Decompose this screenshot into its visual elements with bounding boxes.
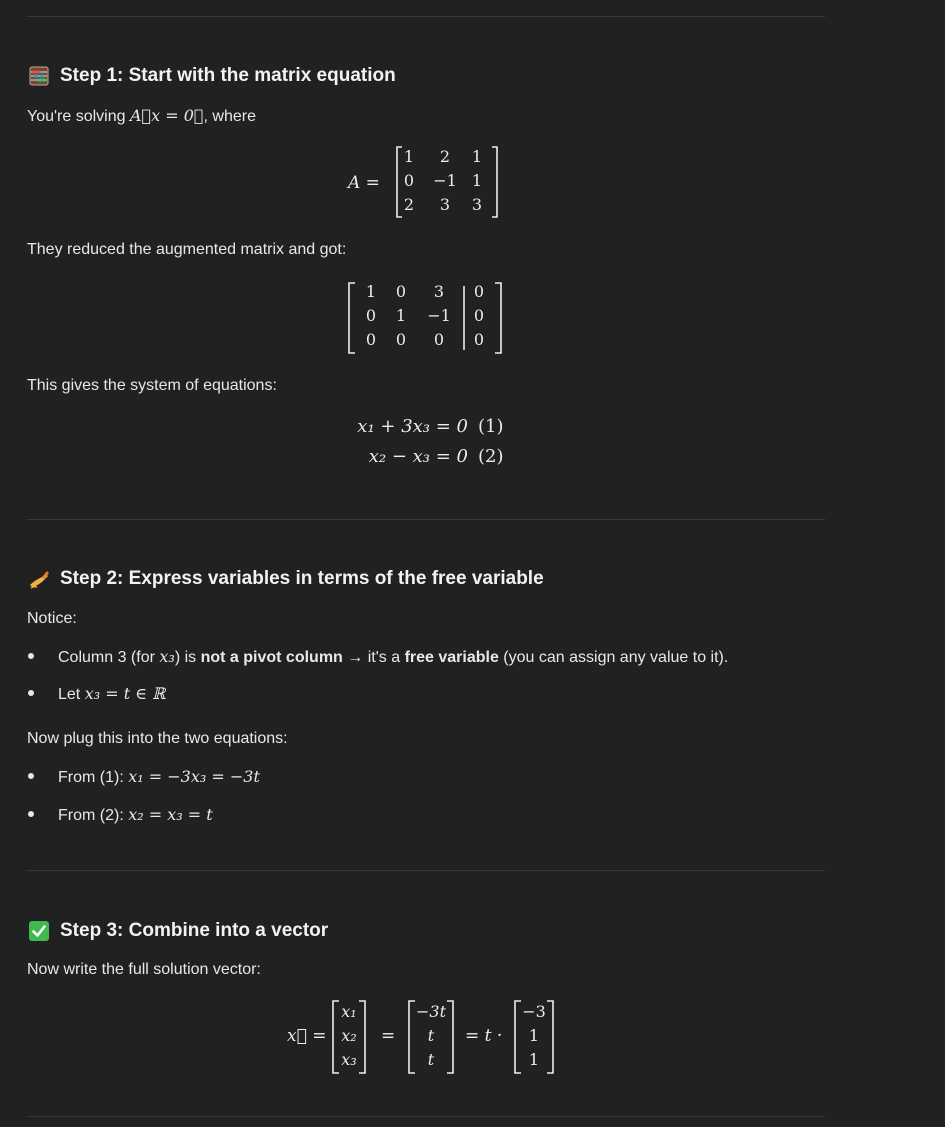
- matrix-a-cell: 2: [439, 147, 451, 166]
- matrix-a-block: [340, 143, 510, 223]
- augmented-matrix-cell: 0: [433, 330, 445, 349]
- vector-x-cell: x₁: [341, 1002, 357, 1021]
- from1-eq: x₁ = −3x₃ = −3t: [128, 767, 260, 786]
- step2-plug-text: Now plug this into the two equations:: [27, 730, 288, 747]
- augmented-matrix-cell: 0: [473, 306, 485, 325]
- step1-reduced-text: They reduced the augmented matrix and got:: [27, 241, 347, 258]
- divider-top: [27, 16, 825, 17]
- step2-from2: [28, 805, 213, 825]
- vector-x-cell: x₂: [341, 1026, 357, 1045]
- step1-intro: [27, 106, 256, 126]
- step1-intro-eq: A⃗x = 0⃗: [129, 106, 204, 125]
- step3-heading-text: Step 3: Combine into a vector: [60, 920, 329, 941]
- augmented-matrix-cell: 0: [473, 282, 485, 301]
- divider-bottom: [27, 1116, 825, 1117]
- equation-2-text: x₂ − x₃ = 0: [368, 446, 468, 467]
- bullet-dot: [28, 690, 34, 696]
- augmented-matrix-cell: −1: [427, 306, 451, 325]
- vector-dir-cells: [511, 998, 557, 1078]
- matrix-a-cell: 3: [471, 195, 483, 214]
- augmented-matrix-cell: 0: [365, 306, 377, 325]
- solution-vector-block: [285, 998, 575, 1078]
- bullet2-text: Let: [58, 686, 81, 703]
- matrix-a-label: A =: [348, 173, 380, 193]
- bullet1-bold-pivot: not a pivot column: [200, 649, 343, 666]
- bullet-dot: [28, 811, 34, 817]
- bullet-dot: [28, 653, 34, 659]
- step1-heading-text: Step 1: Start with the matrix equation: [60, 65, 396, 86]
- augmented-matrix-block: [345, 280, 505, 358]
- augmented-matrix-cell: 0: [395, 282, 407, 301]
- solution-vector-label: x⃗ =: [287, 1026, 327, 1046]
- equation-1-tag: (1): [478, 416, 504, 437]
- bullet1-bold-free: free variable: [404, 649, 499, 666]
- step2-heading-text: Step 2: Express variables in terms of the free variable: [60, 568, 544, 589]
- matrix-a-cell: −1: [433, 171, 457, 190]
- bullet1-text-a: Column 3 (for: [58, 649, 155, 666]
- equation-system: [330, 416, 530, 476]
- vector-dir-cell: −3: [522, 1002, 546, 1021]
- vector-t-dot: = t ·: [465, 1026, 503, 1046]
- step3-heading: [28, 920, 328, 942]
- matrix-a-cell: 1: [471, 171, 483, 190]
- vector-x-cell: x₃: [341, 1050, 357, 1069]
- step1-system-text: This gives the system of equations:: [27, 377, 277, 394]
- writing-hand-icon: [28, 568, 50, 590]
- from1-label: From (1):: [58, 769, 124, 786]
- step1-intro-after: , where: [203, 108, 256, 125]
- augmented-matrix-cell: 1: [395, 306, 407, 325]
- equation-1-text: x₁ + 3x₃ = 0: [357, 416, 468, 437]
- step3-write-text: Now write the full solution vector:: [27, 961, 261, 978]
- vector-t-cell: t: [427, 1026, 435, 1045]
- vector-t-cell: t: [427, 1050, 435, 1069]
- bullet-dot: [28, 773, 34, 779]
- from2-label: From (2):: [58, 807, 124, 824]
- augmented-matrix-cell: 3: [433, 282, 445, 301]
- equation-2-tag: (2): [478, 446, 504, 467]
- step2-notice: Notice:: [27, 610, 77, 627]
- vector-dir-cell: 1: [528, 1050, 540, 1069]
- vector-t-cells: [405, 998, 457, 1078]
- bullet1-text-b: ) is: [174, 649, 197, 666]
- bullet1-var: x₃: [159, 647, 175, 666]
- equation-1: [357, 416, 468, 437]
- matrix-a-cell: 1: [403, 147, 415, 166]
- step2-heading: [28, 568, 544, 590]
- abacus-icon: [28, 65, 50, 87]
- matrix-a-cells: [400, 143, 500, 223]
- matrix-a-cell: 1: [471, 147, 483, 166]
- divider-step2: [27, 870, 825, 871]
- augmented-matrix-cell: 0: [365, 330, 377, 349]
- bullet2-eq: x₃ = t ∈ ℝ: [84, 684, 166, 703]
- check-mark-icon: [28, 920, 50, 942]
- matrix-a-cell: 2: [403, 195, 415, 214]
- step2-bullet-1: [28, 647, 728, 667]
- augmented-matrix-cell: 1: [365, 282, 377, 301]
- augmented-matrix-cells: [345, 280, 505, 358]
- divider-step1: [27, 519, 825, 520]
- step2-bullet-2: [28, 684, 165, 704]
- bullet1-text-c: → it's a: [347, 649, 401, 666]
- from2-eq: x₂ = x₃ = t: [128, 805, 213, 824]
- vector-x-cells: [329, 998, 369, 1078]
- step1-heading: [28, 65, 396, 87]
- bullet1-text-d: (you can assign any value to it).: [503, 649, 729, 666]
- step1-intro-text: You're solving: [27, 108, 126, 125]
- step2-from1: [28, 767, 260, 787]
- matrix-a-cell: 3: [439, 195, 451, 214]
- equation-2: [369, 446, 468, 467]
- augmented-matrix-cell: 0: [395, 330, 407, 349]
- vector-t-cell: −3t: [415, 1002, 446, 1021]
- matrix-a-cell: 0: [403, 171, 415, 190]
- vector-equals: =: [381, 1026, 396, 1046]
- vector-dir-cell: 1: [528, 1026, 540, 1045]
- augmented-matrix-cell: 0: [473, 330, 485, 349]
